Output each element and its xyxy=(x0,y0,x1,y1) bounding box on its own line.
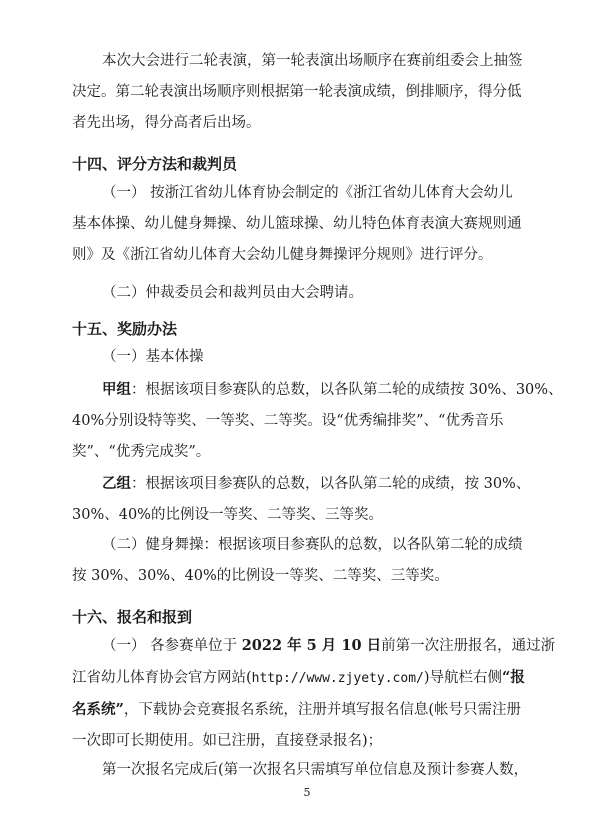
group-b-text: ：根据该项目参赛队的总数，以各队第二轮的成绩，按 30%、 xyxy=(131,476,531,492)
text-line: （一）基本体操 xyxy=(102,349,204,365)
text-line: 基本体操、幼儿健身舞操、幼儿篮球操、幼儿特色体育表演大赛规则通 xyxy=(72,216,522,232)
text-line: 则》及《浙江省幼儿体育大会幼儿健身舞操评分规则》进行评分。 xyxy=(72,247,493,263)
website-link[interactable]: http://www.zjyety.com/ xyxy=(251,671,424,686)
page-number: 5 xyxy=(303,786,311,799)
reg-nav-text: )导航栏右侧 xyxy=(423,670,503,686)
text-line xyxy=(72,694,542,726)
section-heading-15: 十五、奖励办法 xyxy=(72,320,178,338)
text-line: 按 30%、30%、40%的比例设一等奖、二等奖、三等奖。 xyxy=(72,568,449,584)
text-line: 一次即可长期使用。如已注册，直接登录报名)； xyxy=(72,733,383,749)
paragraph-first-registration xyxy=(72,755,542,786)
group-b-label: 乙组 xyxy=(102,475,131,492)
text-line xyxy=(72,468,542,500)
paragraph-performance-order xyxy=(72,46,542,139)
subheading-basic-gymnastics xyxy=(72,342,542,373)
reg-download-text: ，下载协会竞赛报名系统，注册并填写报名信息(帐号只需注册 xyxy=(123,702,521,718)
text-line: （一） 按浙江省幼儿体育协会制定的《浙江省幼儿体育大会幼儿 xyxy=(102,185,513,201)
text-line: 奖”、“优秀完成奖”。 xyxy=(72,444,211,460)
text-line: 者先出场，得分高者后出场。 xyxy=(72,115,261,131)
text-line xyxy=(72,630,556,662)
paragraph-group-a xyxy=(72,374,563,468)
group-a-text: ：根据该项目参赛队的总数，以各队第二轮的成绩按 30%、30%、 xyxy=(131,382,563,398)
registration-date: 2022 年 5 月 10 日 xyxy=(241,637,382,654)
text-line: 30%、40%的比例设一等奖、二等奖、三等奖。 xyxy=(72,507,383,523)
paragraph-arbitration xyxy=(72,278,542,309)
text-line: 40%分别设特等奖、一等奖、二等奖。设“优秀编排奖”、“优秀音乐 xyxy=(72,413,504,429)
text-line: 本次大会进行二轮表演，第一轮表演出场顺序在赛前组委会上抽签 xyxy=(102,53,523,69)
paragraph-fitness-dance xyxy=(72,530,542,592)
paragraph-scoring-rules xyxy=(72,178,542,271)
section-heading-16: 十六、报名和报到 xyxy=(72,608,193,626)
text-line xyxy=(72,662,542,694)
text-line: （二）仲裁委员会和裁判员由大会聘请。 xyxy=(102,285,363,301)
text-line: 决定。第二轮表演出场顺序则根据第一轮表演成绩，倒排顺序，得分低 xyxy=(72,84,522,100)
reg-suffix: 前第一次注册报名，通过浙 xyxy=(381,638,556,654)
text-line: 第一次报名完成后(第一次报名只需填写单位信息及预计参赛人数， xyxy=(102,762,529,778)
paragraph-registration xyxy=(72,630,556,757)
reg-system-label: 名系统” xyxy=(72,701,124,718)
reg-system-quote-start: “报 xyxy=(502,669,525,686)
group-a-label: 甲组 xyxy=(102,381,131,398)
reg-prefix: （一） 各参赛单位于 xyxy=(102,638,242,654)
reg-site-text: 江省幼儿体育协会官方网站( xyxy=(72,670,252,686)
text-line: （二）健身舞操：根据该项目参赛队的总数，以各队第二轮的成绩 xyxy=(102,537,523,553)
text-line xyxy=(72,374,563,406)
section-heading-14: 十四、评分方法和裁判员 xyxy=(72,155,238,173)
paragraph-group-b xyxy=(72,468,542,531)
